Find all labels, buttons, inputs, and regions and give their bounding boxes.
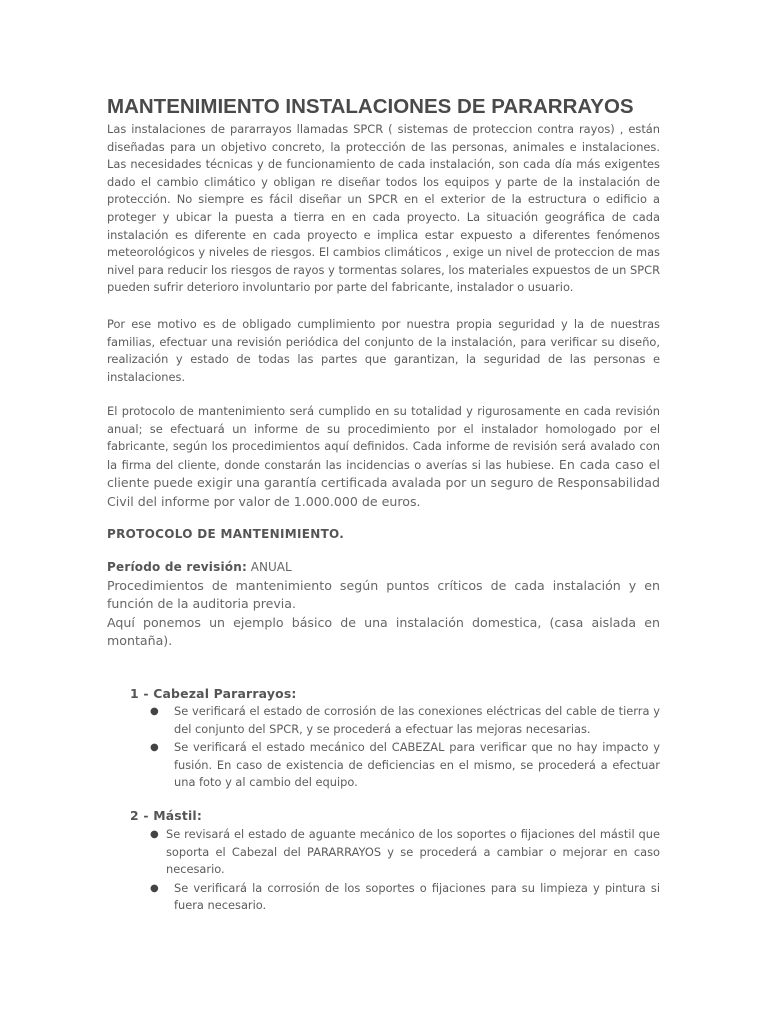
review-period-line [107,560,292,574]
guarantee-text: En cada caso el cliente puede exigir una garantía certificada avalada por un seguro de Responsabilidad Civil del informe por valor de 1.000.000 de euros. [107,456,661,509]
item-heading-mastil: 2 - Mástil: [130,808,203,823]
intro-paragraph: Las instalaciones de pararrayos llamadas SPCR ( sistemas de proteccion contra rayos) , están diseñadas para un objetivo concreto, la protección de las personas, animales e instalaciones. Las necesidades técnicas y de funcionamiento de cada instalación, son cada día más exigentes dado el cambio climático y obligan re diseñar todos los equipos y parte de la instalación de protección. No siempre es fácil diseñar un SPCR en el exterior de la estructura o edificio a proteger y ubicar la puesta a tierra en en cada proyecto. La situación geográfica de cada instalación es diferente en cada proyecto e implica estar expuesto a diferentes fenómenos meteorológicos y niveles de riesgos. El cambios climáticos , exige un nivel de proteccion de mas nivel para reducir los riesgos de rayos y tormentas solares, los materiales expuestos de un SPCR pueden sufrir deterioro involuntario por parte del fabricante, instalador o usuario. [107,122,660,295]
cabezal-bullet-list [150,703,660,793]
procedures-paragraph: Procedimientos de mantenimiento según puntos críticos de cada instalación y en función de la auditoria previa. [107,578,660,612]
bullet-icon: ● [150,882,159,894]
list-item-text: Se revisará el estado de aguante mecánico de los soportes o fijaciones del mástil que soporta el Cabezal del PARARRAYOS y se procederá a cambiar o mejorar en caso necesario. [166,827,660,877]
review-period-label: Período de revisión: [107,560,247,574]
bullet-icon: ● [150,706,159,717]
motive-paragraph: Por ese motivo es de obligado cumplimiento por nuestra propia seguridad y la de nuestras familias, efectuar una revisión periódica del conjunto de la instalación, para verificar su diseño, realización y estado de todas las partes que garantizan, la seguridad de las personas e instalaciones. [107,317,660,384]
bullet-icon: ● [150,742,159,754]
document-title: MANTENIMIENTO INSTALACIONES DE PARARRAYOS [107,95,634,118]
review-period-value: ANUAL [250,560,292,574]
protocol-paragraph [107,403,660,512]
protocol-heading: PROTOCOLO DE MANTENIMIENTO. [107,527,345,541]
item-heading-cabezal: 1 - Cabezal Pararrayos: [130,686,297,701]
mastil-bullet-list [150,826,660,916]
list-item-text: Se verificará la corrosión de los soportes o fijaciones para su limpieza y pintura si fuera necesario. [174,880,660,913]
list-item [150,703,660,738]
protocol-paragraph-text: El protocolo de mantenimiento será cumplido en su totalidad y rigurosamente en cada revisión anual; se efectuará un informe de su procedimiento por el instalador homologado por el fabricante, según los procedimientos aquí definidos. Cada informe de revisión será avalado con la firma del cliente, donde constarán las incidencias o averías si las hubiese. [107,404,660,472]
list-item [150,739,660,792]
list-item-text: Se verificará el estado mecánico del CABEZAL para verificar que no hay impacto y fusión. En caso de existencia de deficiencias en el mismo, se procederá a efectuar una foto y al cambio del equipo. [174,740,660,790]
list-item [150,880,660,915]
bullet-icon: ● [150,829,159,840]
list-item [150,826,660,879]
example-paragraph: Aquí ponemos un ejemplo básico de una instalación domestica, (casa aislada en montaña). [107,615,660,649]
list-item-text: Se verificará el estado de corrosión de las conexiones eléctricas del cable de tierra y del conjunto del SPCR, y se procederá a efectuar las mejoras necesarias. [174,704,660,736]
